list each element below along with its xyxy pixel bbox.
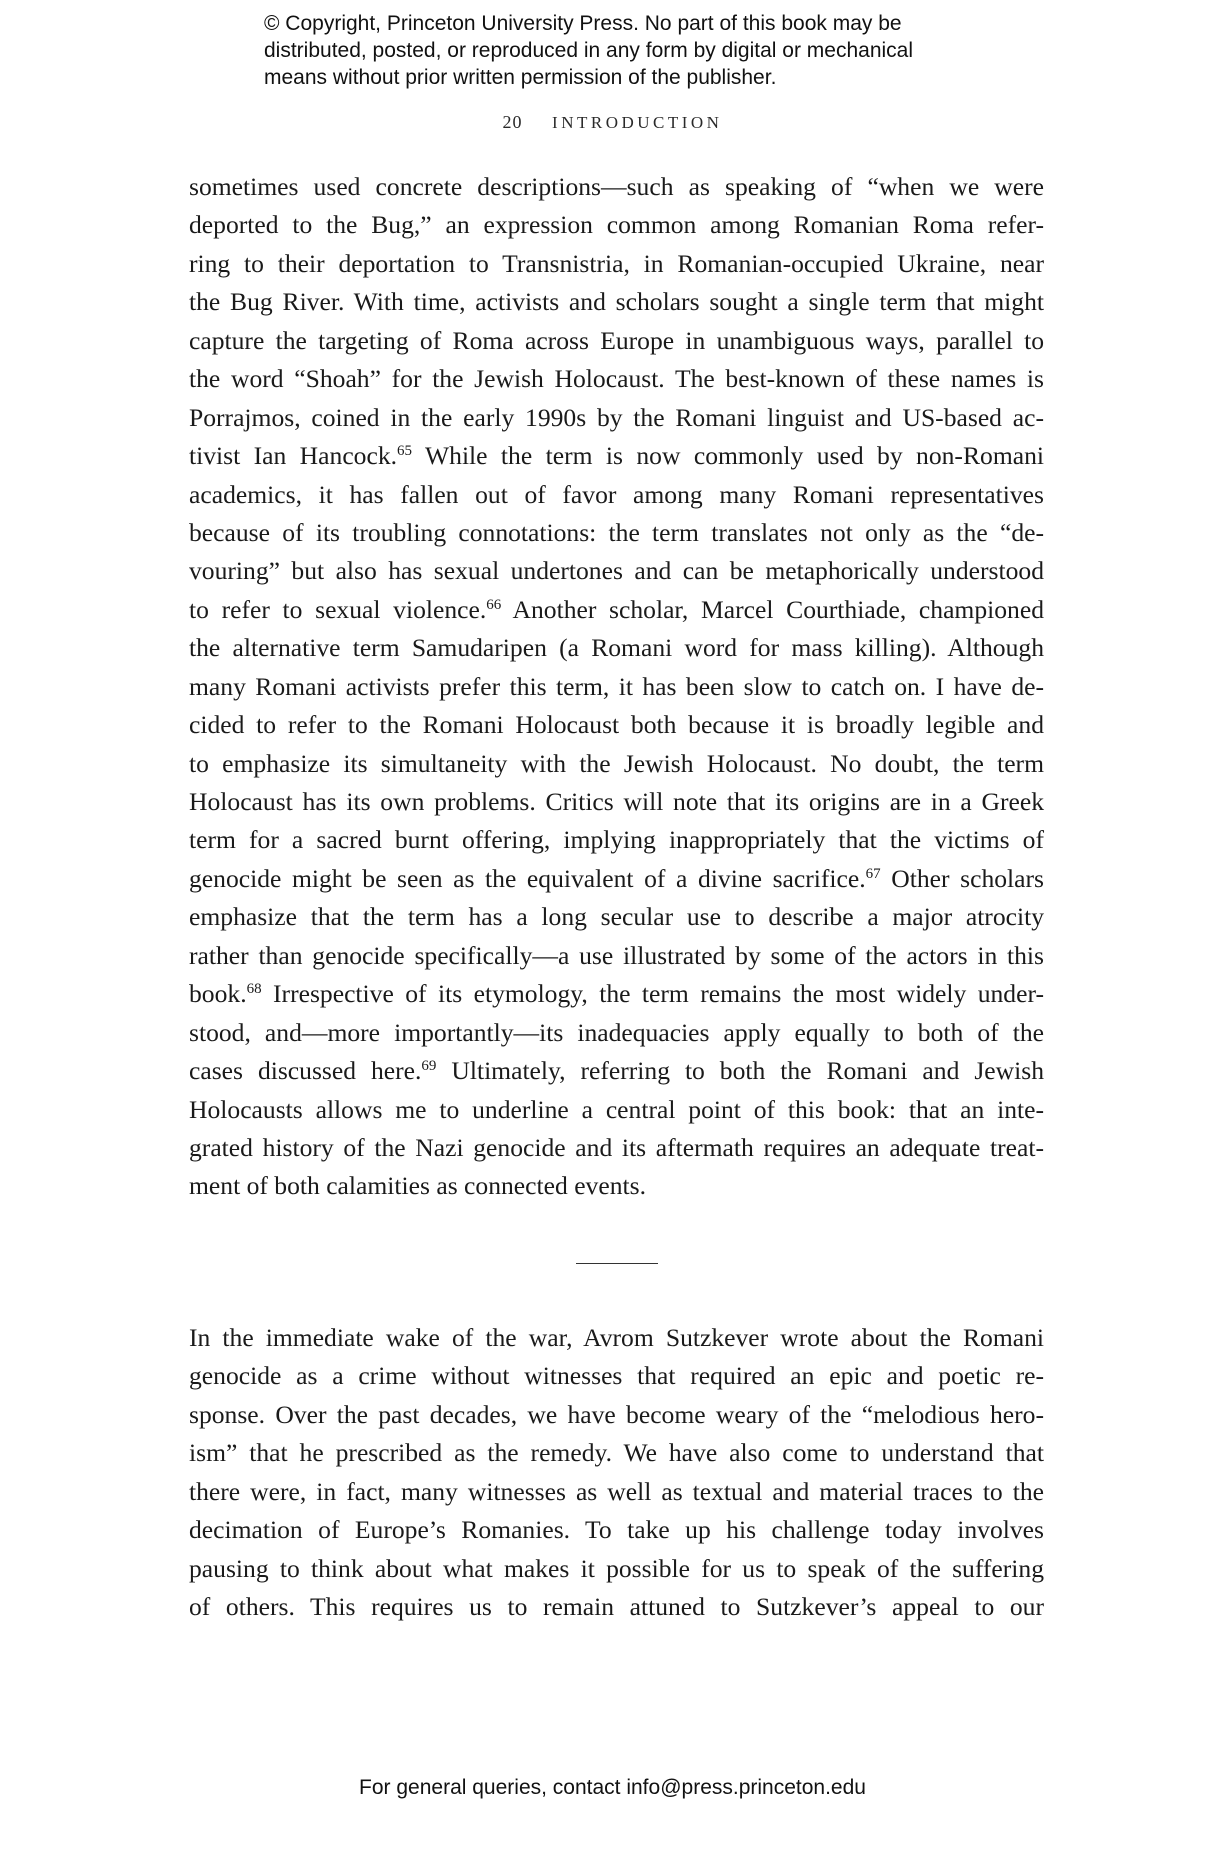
text-line: grated history of the Nazi genocide and its aftermath requires an adequate treat- — [189, 1132, 1044, 1162]
section-break-rule — [576, 1263, 658, 1264]
copyright-line: © Copyright, Princeton University Press. No part of this book may be — [264, 12, 902, 35]
text-line: cided to refer to the Romani Holocaust both because it is broadly legible and — [189, 710, 1044, 740]
copyright-line: means without prior written permission of the publisher. — [264, 66, 777, 89]
running-head — [0, 112, 1225, 133]
text-line: stood, and—more importantly—its inadequacies apply equally to both of the — [189, 1017, 1044, 1047]
text-line: emphasize that the term has a long secular use to describe a major atrocity — [189, 902, 1044, 932]
footnote-ref: 67 — [865, 865, 881, 882]
text-line: In the immediate wake of the war, Avrom Sutzkever wrote about the Romani — [189, 1323, 1044, 1352]
text-line: tivist Ian Hancock.$^{65}$ While the term is now commonly used by non-Romani — [189, 441, 1044, 471]
text-line: term for a sacred burnt offering, implying inappropriately that the victims of — [189, 825, 1044, 855]
text-line: sometimes used concrete descriptions—such as speaking of “when we were — [189, 172, 1044, 201]
footnote-ref: 66 — [486, 596, 502, 613]
text-line: to refer to sexual violence.$^{66}$ Another scholar, Marcel Courthiade, championed — [189, 594, 1044, 624]
text-line: Holocaust has its own problems. Critics will note that its origins are in a Greek — [189, 787, 1044, 816]
text-line: sponse. Over the past decades, we have become weary of the “melodious hero- — [189, 1399, 1044, 1429]
text-line: ism” that he prescribed as the remedy. We have also come to understand that — [189, 1438, 1044, 1468]
body-paragraph — [189, 1319, 1044, 1627]
text-line: decimation of Europe’s Romanies. To take up his challenge today involves — [189, 1515, 1044, 1545]
text-line: capture the targeting of Roma across Europe in unambiguous ways, parallel to — [189, 325, 1044, 355]
text-line: ment of both calamities as connected events. — [189, 1171, 646, 1201]
section-title: INTRODUCTION — [552, 113, 723, 132]
text-line: genocide as a crime without witnesses that required an epic and poetic re- — [189, 1361, 1044, 1391]
text-line: to emphasize its simultaneity with the Jewish Holocaust. No doubt, the term — [189, 748, 1044, 778]
text-line: book.$^{68}$ Irrespective of its etymology, the term remains the most widely under- — [189, 979, 1044, 1009]
text-line: many Romani activists prefer this term, it has been slow to catch on. I have de- — [189, 671, 1044, 701]
text-line: Holocausts allows me to underline a central point of this book: that an inte- — [189, 1094, 1044, 1124]
text-line: the word “Shoah” for the Jewish Holocaust. The best-known of these names is — [189, 364, 1044, 394]
footnote-ref: 68 — [246, 981, 262, 998]
footnote-ref: 65 — [397, 443, 413, 460]
text-line: rather than genocide specifically—a use illustrated by some of the actors in this — [189, 940, 1044, 970]
text-line: pausing to think about what makes it possible for us to speak of the suffering — [189, 1553, 1044, 1583]
body-paragraph — [189, 168, 1044, 1206]
text-line: vouring” but also has sexual undertones and can be metaphorically understood — [189, 556, 1044, 586]
text-line: the Bug River. With time, activists and scholars sought a single term that might — [189, 287, 1044, 317]
footnote-ref: 69 — [421, 1058, 437, 1075]
text-line: deported to the Bug,” an expression common among Romanian Roma refer- — [189, 210, 1044, 240]
page-number: 20 — [502, 112, 523, 132]
text-line: cases discussed here.$^{69}$ Ultimately, referring to both the Romani and Jewish — [189, 1056, 1044, 1086]
copyright-notice — [264, 10, 984, 91]
text-line: there were, in fact, many witnesses as well as textual and material traces to the — [189, 1476, 1044, 1506]
copyright-line: distributed, posted, or reproduced in any form by digital or mechanical — [264, 39, 914, 62]
text-line: ring to their deportation to Transnistria, in Romanian-occupied Ukraine, near — [189, 248, 1044, 278]
text-line: because of its troubling connotations: the term translates not only as the “de- — [189, 517, 1044, 547]
text-line: the alternative term Samudaripen (a Romani word for mass killing). Although — [189, 633, 1044, 663]
text-line: genocide might be seen as the equivalent of a divine sacrifice.$^{67}$ Other scholars — [189, 863, 1044, 893]
footer-contact: For general queries, contact info@press.princeton.edu — [359, 1776, 866, 1799]
text-line: of others. This requires us to remain attuned to Sutzkever’s appeal to our — [189, 1592, 1044, 1622]
text-line: academics, it has fallen out of favor among many Romani representatives — [189, 479, 1044, 509]
text-line: Porrajmos, coined in the early 1990s by the Romani linguist and US-based ac- — [189, 402, 1044, 432]
